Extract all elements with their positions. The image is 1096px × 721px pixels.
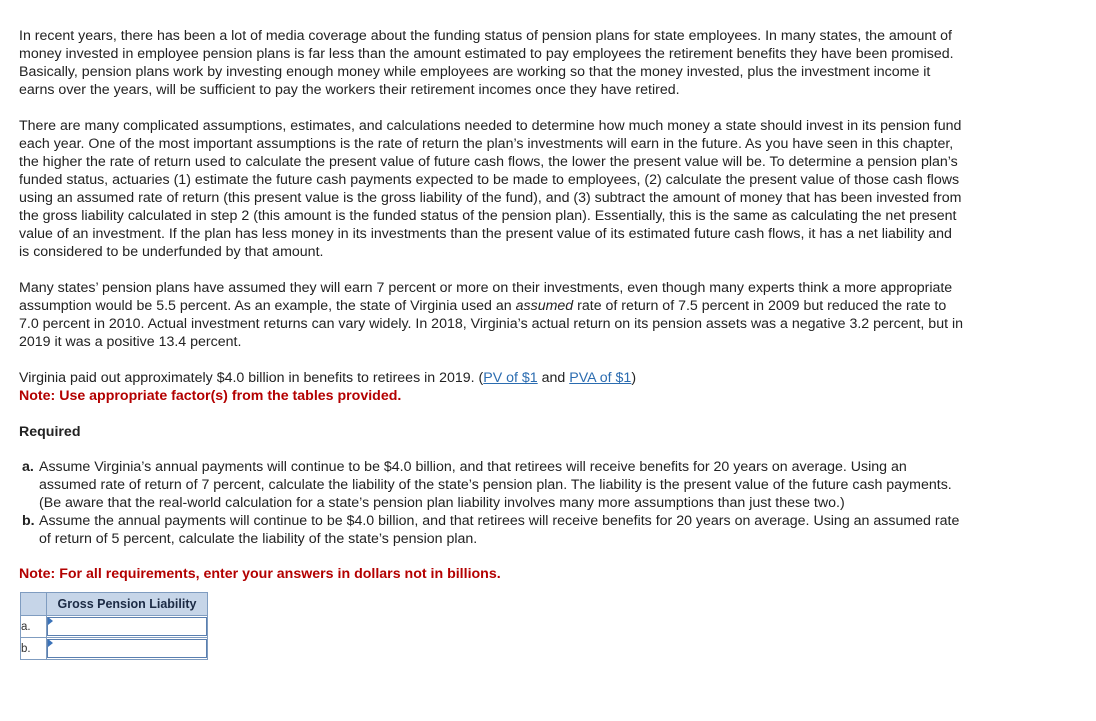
dollars-note: Note: For all requirements, enter your answers in dollars not in billions. [19, 566, 501, 582]
requirement-a-text: Assume Virginia’s annual payments will continue to be $4.0 billion, and that retirees will receive benefits for 20 years on average. Using an assumed rate of return of 7 percent, calculate the liability of the state’s pension plan. The liability is the present value of the future cash payments. (Be aware that the real-world calculation for a state’s pension plan liability involves many more assumptions than just these two.) [39, 459, 952, 511]
answer-cell-a [47, 616, 208, 638]
answer-cell-b [47, 638, 208, 660]
intro-paragraph: In recent years, there has been a lot of media coverage about the funding status of pension plans for state employees. In many states, the amount of money invested in employee pension plans is far less than the amount estimated to pay employees the retirement benefits they have been promised. Basically, pension plans work by investing enough money while employees are working so that the money invested, plus the investment income it earns over the years, will be sufficient to pay the workers their retirement incomes once they have retired. [19, 28, 954, 98]
requirement-b-letter: b. [22, 513, 35, 529]
assumed-emphasis: assumed [515, 298, 574, 314]
requirement-b [19, 512, 964, 548]
requirements-list [19, 458, 964, 548]
payout-text: Virginia paid out approximately $4.0 billion in benefits to retirees in 2019. ( [19, 370, 484, 386]
answer-input-b[interactable] [47, 639, 207, 658]
factor-note: Note: Use appropriate factor(s) from the tables provided. [19, 388, 402, 404]
answer-row-a [21, 616, 208, 638]
input-flag-icon [48, 617, 53, 625]
pva-of-1-link[interactable]: PVA of $1 [569, 370, 632, 386]
payout-paragraph [19, 369, 964, 387]
input-flag-icon [48, 639, 53, 647]
answer-row-b-label: b. [21, 638, 47, 660]
virginia-text-1: Many states’ pension plans have assumed they will earn 7 percent or more on their investments, even though many experts think a more appropriate assumption would be 5.5 percent. As an example, the state of Virginia used an [19, 280, 953, 314]
answer-input-a[interactable] [47, 617, 207, 636]
virginia-text-2: rate of return of 7.5 percent in 2009 but reduced the rate to 7.0 percent in 2010. Actual investment returns can vary widely. In 2018, Virginia’s actual return on its pension assets was a negative 3.2 percent, but in 2019 it was a positive 13.4 percent. [19, 298, 964, 350]
answer-row-a-label: a. [21, 616, 47, 638]
required-heading: Required [19, 424, 81, 440]
assumptions-paragraph: There are many complicated assumptions, estimates, and calculations needed to determine how much money a state should invest in its pension fund each year. One of the most important assumptions is the rate of return the plan’s investments will earn in the future. As you have seen in this chapter, the higher the rate of return used to calculate the present value of future cash flows, the lower the present value will be. To determine a pension plan’s funded status, actuaries (1) estimate the future cash payments expected to be made to employees, (2) calculate the present value of those cash flows using an assumed rate of return (this present value is the gross liability of the fund), and (3) subtract the amount of money that has been invested from the gross liability calculated in step 2 (this amount is the funded status of the pension plan). Essentially, this is the same as calculating the net present value of an investment. If the plan has less money in its investments than the present value of its estimated future cash flows, it has a net liability and is considered to be underfunded by that amount. [19, 118, 962, 260]
pv-of-1-link[interactable]: PV of $1 [483, 370, 538, 386]
requirement-a-letter: a. [22, 459, 34, 475]
link-separator: and [537, 370, 570, 386]
requirement-a [19, 458, 964, 512]
requirement-b-text: Assume the annual payments will continue to be $4.0 billion, and that retirees will receive benefits for 20 years on average. Using an assumed rate of return of 5 percent, calculate the liability of the state’s pension plan. [39, 513, 960, 547]
virginia-paragraph [19, 279, 964, 351]
answer-table [20, 592, 208, 660]
close-paren: ) [631, 370, 637, 386]
gross-pension-liability-header: Gross Pension Liability [47, 593, 208, 616]
answer-table-corner [21, 593, 47, 616]
answer-row-b [21, 638, 208, 660]
answer-table-header-row [21, 593, 208, 616]
